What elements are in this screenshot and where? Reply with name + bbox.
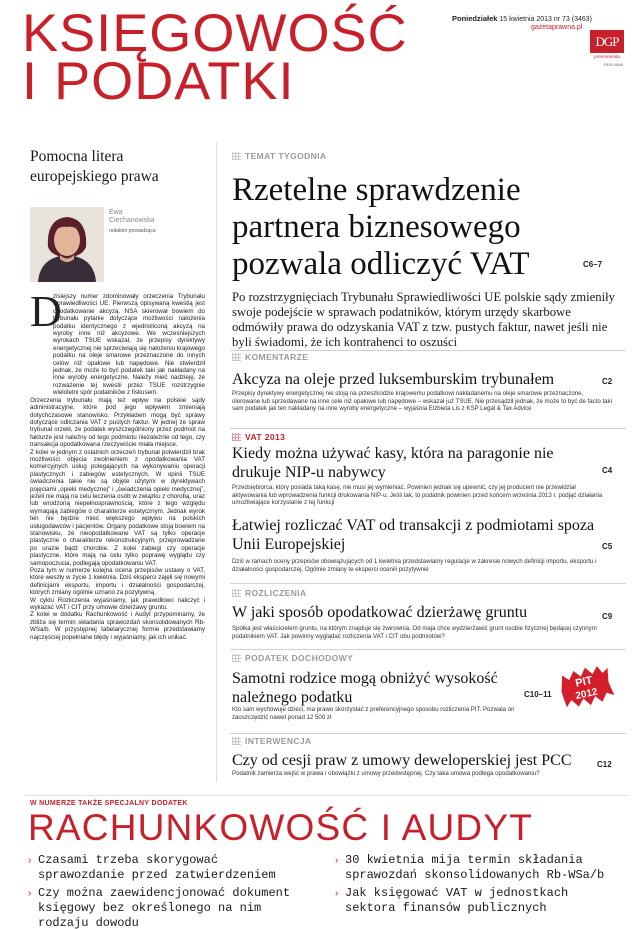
commentary-paragraph: Z kolei w dodatku Rachunkowość i Audyt przypominamy, że zbliża się termin składania sprawozdań skonsolidowanych Rb-WSa/b. W przystępnej tabelarycznej formie przedstawiamy najczęściej popełniane błędy i wyjaśniamy, jak ich unikać.: [30, 611, 205, 641]
chevron-right-icon: ›: [28, 855, 32, 866]
supplement-item[interactable]: › 30 kwietnia mija termin składania sprawozdań skonsolidowanych Rb-WSa/b: [335, 853, 605, 882]
article-summary: Spółka jest właścicielem gruntu, na którym znajduje się żwirownia. Od maja chce wydzierżawić grunt osobie fizycznej będącej czynnym podatnikiem VAT. Jak powinny wyglądać rozliczenia VAT i CIT obu podmiotów?: [232, 625, 597, 640]
section-label-pdof: PODATEK DOCHODOWY: [232, 653, 353, 663]
masthead-line-2: I PODATKI: [22, 52, 295, 111]
issue-day: Poniedziałek: [452, 14, 498, 23]
divider: [230, 649, 626, 650]
author-role: redaktor prowadząca: [109, 228, 156, 234]
ad-label: REKLAMA: [604, 62, 624, 67]
chevron-right-icon: ›: [28, 888, 32, 899]
article-title[interactable]: Łatwiej rozliczać VAT od transakcji z podmiotami spoza Unii Europejskiej: [232, 517, 595, 553]
grid-icon: [232, 433, 241, 441]
supplement-divider: [24, 795, 628, 796]
article-summary: Przepisy dyrektywy energetycznej nie stoją na przeszkodzie krajowemu podatkowi nakładanemu na oleje smarowe przeznaczone, olerowane lub sprzedawane na inne cele niż opałowe lub napędowe – wskazał już TSUE. Nie przesądził jednak, że może to być de facto taki sam podatek jak ten nakładany na inne wyroby energetyczne – wyjaśnia Elżbieta Lis z KSP Legal & Tax Advice: [232, 390, 612, 413]
page-ref: C2: [602, 377, 613, 386]
page-ref: C12: [597, 760, 612, 769]
article-title[interactable]: W jaki sposób opodatkować dzierżawę gruntu: [232, 604, 528, 621]
commentary-paragraph: Z kolei w jednym z ostatnich orzeczeń trybunał potwierdził brak możliwości objęcia zwolnieniem z opodatkowania VAT komercyjnych usług polegających na wykonywaniu operacji plastycznych i zabiegów estetycznych. W opinii TSUE świadczenia takie nie są objęte użytymi w dyrektywach pojęciami „opieki medycznej” i „świadczenia opieki medycznej”, jeżeli nie mają na celu leczenia osób w związku z chorobą, uraz lub wrodzoną niepełnosprawnością, które z tego względu wymagają zabiegów o charakterze estetycznym. Jednak wyrok ten nie będzie mieć większego wpływu na polskich usługodawców i pacjentów. Organy podatkowe stoją bowiem na stanowisku, że nieopodatkowane VAT są tylko operacje plastyczne o charakterze rekonstrukcyjnym, przeprowadzane po urazie bądź chorobie. Z kolei zabiegi czy operacje plastyczne, które mają na celu tylko poprawę wyglądu czy samopoczucia, podlegają opodatkowaniu VAT.: [30, 448, 205, 567]
page-ref: C9: [602, 612, 613, 621]
page-ref: C4: [602, 466, 613, 475]
article-summary: Przedsiębiorca, który posiada taką kasę, nie musi jej wymieniać. Powinien jednak się upewnić, czy jej producent nie przewidział aktywowania lub wprowadzenia funkcji drukowania NIP-u. Jeśli tak, to podatnik powinien przed końcem września 2013 r. podjąć działania umożliwiające korzystanie z tej funkcji: [232, 484, 603, 507]
grid-icon: [232, 737, 241, 745]
article-title[interactable]: Czy od cesji praw z umowy deweloperskiej jest PCC: [232, 752, 572, 769]
page-ref: C5: [602, 542, 613, 551]
section-label-interwencja: INTERWENCJA: [232, 736, 312, 746]
supplement-item[interactable]: › Jak księgować VAT w jednostkach sektora finansów publicznych: [335, 886, 569, 915]
commentary-paragraph: Orzeczenia trybunału mają też wpływ na polskie sądy administracyjne, które pod jego wpływem zmieniają dotychczasowe stanowisko. Przykładem mogą być sprawy dotyczące odliczania VAT z pustych faktur. W jednej ze spraw trybunał orzekł, że podatek wyszczególniony przez podmiot na fakturze jest należny od tego podmiotu niezależnie od tego, czy transakcja opodatkowana rzeczywiście miała miejsce.: [30, 396, 205, 449]
grid-icon: [232, 152, 241, 160]
pit-2012-stamp-icon: [553, 662, 616, 713]
masthead-line-1: KSIĘGOWOŚĆ: [22, 4, 408, 63]
grid-icon: [232, 589, 241, 597]
column-divider: [216, 142, 217, 782]
stamp-text-1: PIT: [574, 674, 594, 690]
masthead: [22, 4, 408, 111]
page-ref: C10–11: [524, 690, 552, 699]
article-title[interactable]: Kiedy można używać kasy, która na paragonie nie drukuje NIP-u nabywcy: [232, 445, 554, 481]
divider: [230, 583, 626, 584]
site-link[interactable]: gazetaprawna.pl: [531, 24, 583, 31]
issue-date: [452, 14, 592, 23]
article-summary: Kto sam wychowuje dzieci, ma prawo skorzystać z preferencyjnego sposobu rozliczenia PIT. Pozwala on zaoszczędzić nawet ponad 12 500 zł: [232, 706, 515, 721]
commentary-title: Pomocna litera europejskiego prawa: [30, 148, 159, 185]
article-summary: Dziś w ramach oceny przepisów obowiązujących od 1 kwietnia przedstawiamy regulacje w zakresie nowych definicji importu, eksportu i działalności gospodarczej. Ogólnie zmiany te eksperci ocenili pozytywnie: [232, 558, 597, 573]
issue-details: 15 kwietnia 2013 nr 73 (3463): [499, 16, 593, 23]
chevron-right-icon: ›: [335, 855, 339, 866]
author-name: [109, 209, 155, 225]
dgp-logo: DGP: [590, 30, 624, 53]
logo-subtitle: prenumerata: [594, 54, 620, 59]
article-title[interactable]: Akcyza na oleje przed luksemburskim trybunałem: [232, 371, 555, 388]
article-summary: Podatnik zamierza wejść w prawa i obowiązki z umowy przedwstępnej. Czy taka umowa podlega opodatkowaniu?: [232, 770, 540, 777]
divider: [230, 350, 626, 351]
section-label-main: TEMAT TYGODNIA: [232, 151, 326, 161]
author-portrait-icon: [30, 207, 104, 282]
section-label-rozliczenia: ROZLICZENIA: [232, 588, 307, 598]
chevron-right-icon: ›: [335, 888, 339, 899]
commentary-body: [30, 287, 205, 641]
main-headline[interactable]: Rzetelne sprawdzenie partnera biznesowego pozwala odliczyć VAT: [232, 172, 530, 282]
commentary-paragraph: Poza tym w numerze kolejna ocena przepisów ustawy o VAT, które weszły w życie 1 kwietnia. Dziś eksperci zajęli się nowymi definicjami eksportu, importu i działalności gospodarczej, których zmiany ogólnie uznano za pozytywną.: [30, 567, 205, 597]
author-photo: [30, 207, 104, 282]
page-ref: C6–7: [583, 260, 603, 269]
divider: [230, 733, 626, 734]
section-label-komentarze: KOMENTARZE: [232, 352, 308, 362]
stamp-text-2: 2012: [574, 686, 599, 703]
supplement-label: W NUMERZE TAKŻE SPECJALNY DODATEK: [30, 800, 188, 807]
author-first-name: Ewa: [109, 209, 123, 216]
supplement-item[interactable]: › Czy można zaewidencjonować dokument księgowy bez określonego na nim rodzaju dowodu: [28, 886, 291, 929]
section-label-vat: VAT 2013: [232, 432, 285, 442]
commentary-paragraph: W cyklu Rozliczenia wyjaśniamy, jak prawidłowo naliczyć i wykazać VAT i CIT przy umowie dzierżawy gruntu.: [30, 596, 205, 612]
grid-icon: [232, 654, 241, 662]
supplement-title: RACHUNKOWOŚĆ I AUDYT: [28, 807, 534, 848]
grid-icon: [232, 353, 241, 361]
drop-cap: D: [30, 287, 62, 336]
supplement-item[interactable]: › Czasami trzeba skorygować sprawozdanie przed zatwierdzeniem: [28, 853, 276, 882]
author-last-name: Ciechanowska: [109, 217, 155, 224]
article-title[interactable]: Samotni rodzice mogą obniżyć wysokość należnego podatku: [232, 670, 498, 706]
commentary-paragraph: zisiejszy numer zdominowały orzeczenia Trybunału Sprawiedliwości UE. Pierwszą opisywaną kwestią jest opodatkowanie akcyzą. NSA skierował bowiem do trybunału pytanie dotyczące możliwości nałożenia podatku identycznego z wjednoliconą akcyzą na wyroby inne niż akcyzowe. We wcześniejszych wyrokach TSUE wskazał, że przepisy dyrektywy energetycznej nie sprzeciwiają się nałożeniu krajowego podatku na oleje smarowe przeznaczone do innych celów niż opałowe lub napędowe. Nie stwierdził jednak, że może to być podatek taki jak nakładany na inne wyroby energetyczne. Należy mieć nadzieję, że rozważenie tej kwestii przez TSUE rozstrzygnie wieloletni spór podatników z fiskusem.: [53, 293, 205, 397]
main-lead: Po rozstrzygnięciach Trybunału Sprawiedliwości UE polskie sądy zmieniły swoje podejście w sprawach podatników, którym urzędy skarbowe odmówiły prawa do odzyskania VAT z tzw. pustych faktur, nawet jeśli nie byli świadomi, że ich kontrahenci to oszuści: [232, 290, 616, 349]
divider: [230, 428, 626, 429]
